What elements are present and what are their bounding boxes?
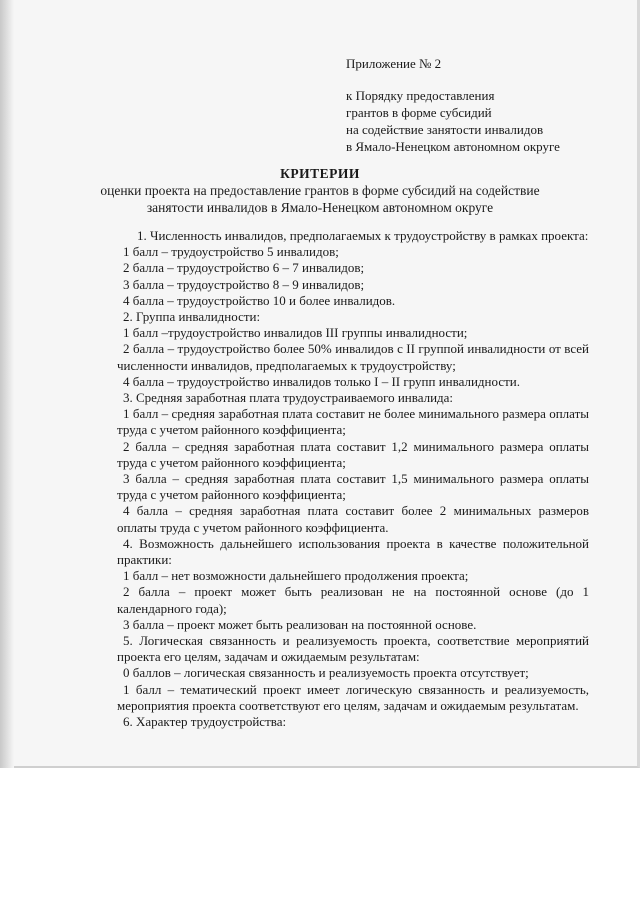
- criterion-item: 4 балла – трудоустройство инвалидов только I – II групп инвалидности.: [123, 373, 520, 389]
- criterion-heading: 2. Группа инвалидности:: [123, 309, 261, 325]
- annex-block: [346, 55, 560, 155]
- criterion-item: 1 балл – тематический проект имеет логическую связанность и реализуемость, мероприятия проекта соответствуют его целям, задачам и ожидаемым результатам.: [117, 681, 589, 713]
- criterion-item: 2 балла – проект может быть реализован не на постоянной основе (до 1 календарного года);: [117, 584, 589, 616]
- scan-edge-shadow: [0, 0, 14, 768]
- criterion-heading: 5. Логическая связанность и реализуемость проекта, соответствие мероприятий проекта его целям, задачам и ожидаемым результатам:: [117, 633, 589, 665]
- title-subtitle: оценки проекта на предоставление грантов в форме субсидий на содействие: [100, 183, 540, 198]
- criterion-item: 1 балл –трудоустройство инвалидов III группы инвалидности;: [123, 325, 468, 341]
- criterion-heading: 6. Характер трудоустройства:: [123, 714, 287, 730]
- criteria-body: [117, 228, 589, 730]
- annex-line: на содействие занятости инвалидов: [346, 122, 544, 137]
- annex-line: грантов в форме субсидий: [346, 105, 492, 120]
- criterion-item: 4 балла – трудоустройство 10 и более инвалидов.: [123, 292, 396, 308]
- title-heading: КРИТЕРИИ: [280, 166, 360, 181]
- criterion-item: 3 балла – проект может быть реализован на постоянной основе.: [123, 616, 477, 632]
- criterion-item: 2 балла – средняя заработная плата составит 1,2 минимального размера оплаты труда с учетом районного коэффициента;: [117, 438, 589, 470]
- criterion-item: 3 балла – трудоустройство 8 – 9 инвалидов;: [123, 276, 365, 292]
- criterion-item: 2 балла – трудоустройство более 50% инвалидов с II группой инвалидности от всей численности инвалидов, предполагаемых к трудоустройству;: [117, 341, 589, 373]
- criterion-item: 3 балла – средняя заработная плата составит 1,5 минимального размера оплаты труда с учетом районного коэффициента;: [117, 471, 589, 503]
- annex-line: в Ямало-Ненецком автономном округе: [346, 139, 560, 154]
- criterion-item: 2 балла – трудоустройство 6 – 7 инвалидов;: [123, 260, 365, 276]
- criterion-heading: 1. Численность инвалидов, предполагаемых к трудоустройству в рамках проекта:: [137, 228, 589, 243]
- criterion-item: 1 балл – средняя заработная плата составит не более минимального размера оплаты труда с учетом районного коэффициента;: [117, 406, 589, 438]
- criterion-item: 4 балла – средняя заработная плата составит более 2 минимальных размеров оплаты труда с учетом районного коэффициента.: [117, 503, 589, 535]
- criterion-item: 1 балл – нет возможности дальнейшего продолжения проекта;: [123, 568, 469, 584]
- criterion-item: 0 баллов – логическая связанность и реализуемость проекта отсутствует;: [123, 665, 529, 681]
- criterion-item: 1 балл – трудоустройство 5 инвалидов;: [123, 244, 339, 260]
- annex-line: к Порядку предоставления: [346, 88, 495, 103]
- criterion-heading: 4. Возможность дальнейшего использования проекта в качестве положительной практики:: [117, 535, 589, 568]
- title-subtitle: занятости инвалидов в Ямало-Ненецком автономном округе: [146, 200, 494, 215]
- criterion-heading: 3. Средняя заработная плата трудоустраиваемого инвалида:: [123, 390, 454, 406]
- annex-number: Приложение № 2: [346, 56, 442, 71]
- document-title: [0, 165, 640, 216]
